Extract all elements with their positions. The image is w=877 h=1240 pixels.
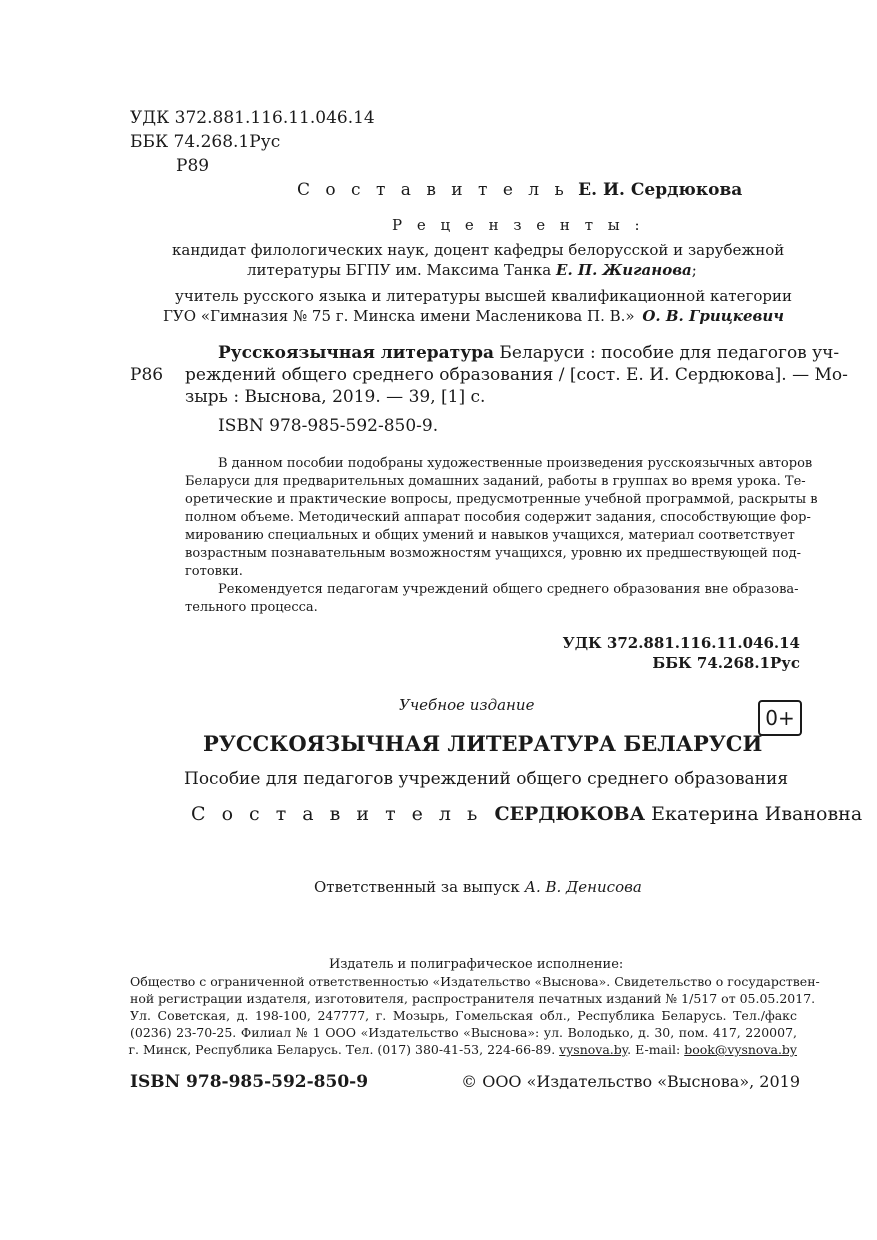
compiler-given-name: Екатерина Ивановна (651, 803, 863, 825)
edition-type: Учебное издание (399, 696, 535, 714)
abstract-line: полном объеме. Методический аппарат пособия содержит задания, способствующие фор- (185, 510, 811, 525)
catalog-title: Русскоязычная литература (218, 343, 494, 363)
imprint-contacts (128, 1042, 797, 1057)
abstract-line: оретические и практические вопросы, предусмотренные учебной программой, раскрыты в (185, 492, 818, 507)
responsible-name: А. В. Денисова (524, 878, 642, 896)
reviewer2-affiliation: ГУО «Гимназия № 75 г. Минска имени Масленикова П. В.» (163, 307, 635, 325)
website-link[interactable]: vysnova.by (559, 1042, 628, 1057)
email-label: . E-mail: (627, 1042, 681, 1057)
catalog-line2: реждений общего среднего образования / [сост. Е. И. Сердюкова]. — Мо- (185, 365, 848, 385)
udk-code: УДК 372.881.116.11.046.14 (130, 108, 375, 128)
reviewers-label-text: Р е ц е н з е н т ы : (392, 216, 645, 234)
age-rating-badge: 0+ (758, 700, 802, 736)
reviewer2-name: О. В. Грицкевич (642, 307, 784, 325)
responsible-label: Ответственный за выпуск (314, 878, 520, 896)
recommendation-line: Рекомендуется педагогам учреждений общего среднего образования вне образова- (218, 582, 799, 597)
book-title: РУССКОЯЗЫЧНАЯ ЛИТЕРАТУРА БЕЛАРУСИ (203, 731, 763, 756)
catalog-mark: Р86 (130, 365, 164, 385)
recommendation-line: тельного процесса. (185, 600, 318, 615)
reviewer1-line2 (247, 261, 697, 279)
bbk-code: ББК 74.268.1Рус (130, 132, 281, 152)
catalog-line3: зырь : Выснова, 2019. — 39, [1] с. (185, 387, 486, 407)
udk-code-right: УДК 372.881.116.11.046.14 (562, 634, 800, 652)
imprint-contacts-text: г. Минск, Республика Беларусь. Тел. (017) 380-41-53, 224-66-89. (128, 1042, 556, 1057)
reviewer1-name: Е. П. Жиганова (556, 261, 692, 279)
imprint-line: (0236) 23-70-25. Филиал № 1 ООО «Издательство «Выснова»: ул. Володько, д. 30, пом. 417, 220007, (130, 1025, 797, 1040)
reviewer1-affiliation: литературы БГПУ им. Максима Танка (247, 261, 552, 279)
bbk-code-right: ББК 74.268.1Рус (652, 654, 800, 672)
author-mark: Р89 (176, 156, 210, 176)
book-subtitle: Пособие для педагогов учреждений общего среднего образования (184, 769, 789, 789)
compiler-full-label: С о с т а в и т е л ь (191, 803, 483, 825)
reviewer2-line2 (163, 307, 784, 325)
compiler-label: С о с т а в и т е л ь (297, 180, 569, 200)
abstract-line: Беларуси для предварительных домашних заданий, работы в группах во время урока. Те- (185, 474, 806, 489)
compiler-surname: СЕРДЮКОВА (494, 803, 646, 825)
abstract-line: мированию специальных и общих умений и навыков учащихся, материал соответствует (185, 528, 795, 543)
copyright: © ООО «Издательство «Выснова», 2019 (461, 1072, 800, 1091)
reviewers-label (392, 216, 645, 234)
abstract-line: готовки. (185, 564, 243, 579)
reviewer1-line1: кандидат филологических наук, доцент кафедры белорусской и зарубежной (172, 241, 785, 259)
imprint-line: Общество с ограниченной ответственностью «Издательство «Выснова». Свидетельство о государствен- (130, 974, 820, 989)
footer-isbn: ISBN 978-985-592-850-9 (130, 1072, 369, 1092)
compiler-name: Е. И. Сердюкова (578, 180, 743, 200)
catalog-line1-rest: Беларуси : пособие для педагогов уч- (499, 343, 840, 363)
abstract-line: В данном пособии подобраны художественные произведения русскоязычных авторов (218, 456, 813, 471)
compiler-line (297, 180, 742, 200)
catalog-line1 (218, 343, 839, 363)
imprint-header: Издатель и полиграфическое исполнение: (329, 957, 624, 972)
email-link[interactable]: book@vysnova.by (684, 1042, 797, 1057)
reviewer2-line1: учитель русского языка и литературы высшей квалификационной категории (175, 287, 792, 305)
imprint-line: ной регистрации издателя, изготовителя, распространителя печатных изданий № 1/517 от 05.05.2017. (130, 991, 816, 1006)
compiler-full (191, 803, 862, 825)
catalog-isbn: ISBN 978-985-592-850-9. (218, 416, 439, 436)
abstract-line: возрастным познавательным возможностям учащихся, уровню их предшествующей под- (185, 546, 801, 561)
responsible-line (314, 878, 642, 896)
imprint-line: Ул. Советская, д. 198-100, 247777, г. Мозырь, Гомельская обл., Республика Беларусь. Тел./факс (130, 1008, 797, 1023)
reviewer1-end: ; (691, 261, 697, 279)
